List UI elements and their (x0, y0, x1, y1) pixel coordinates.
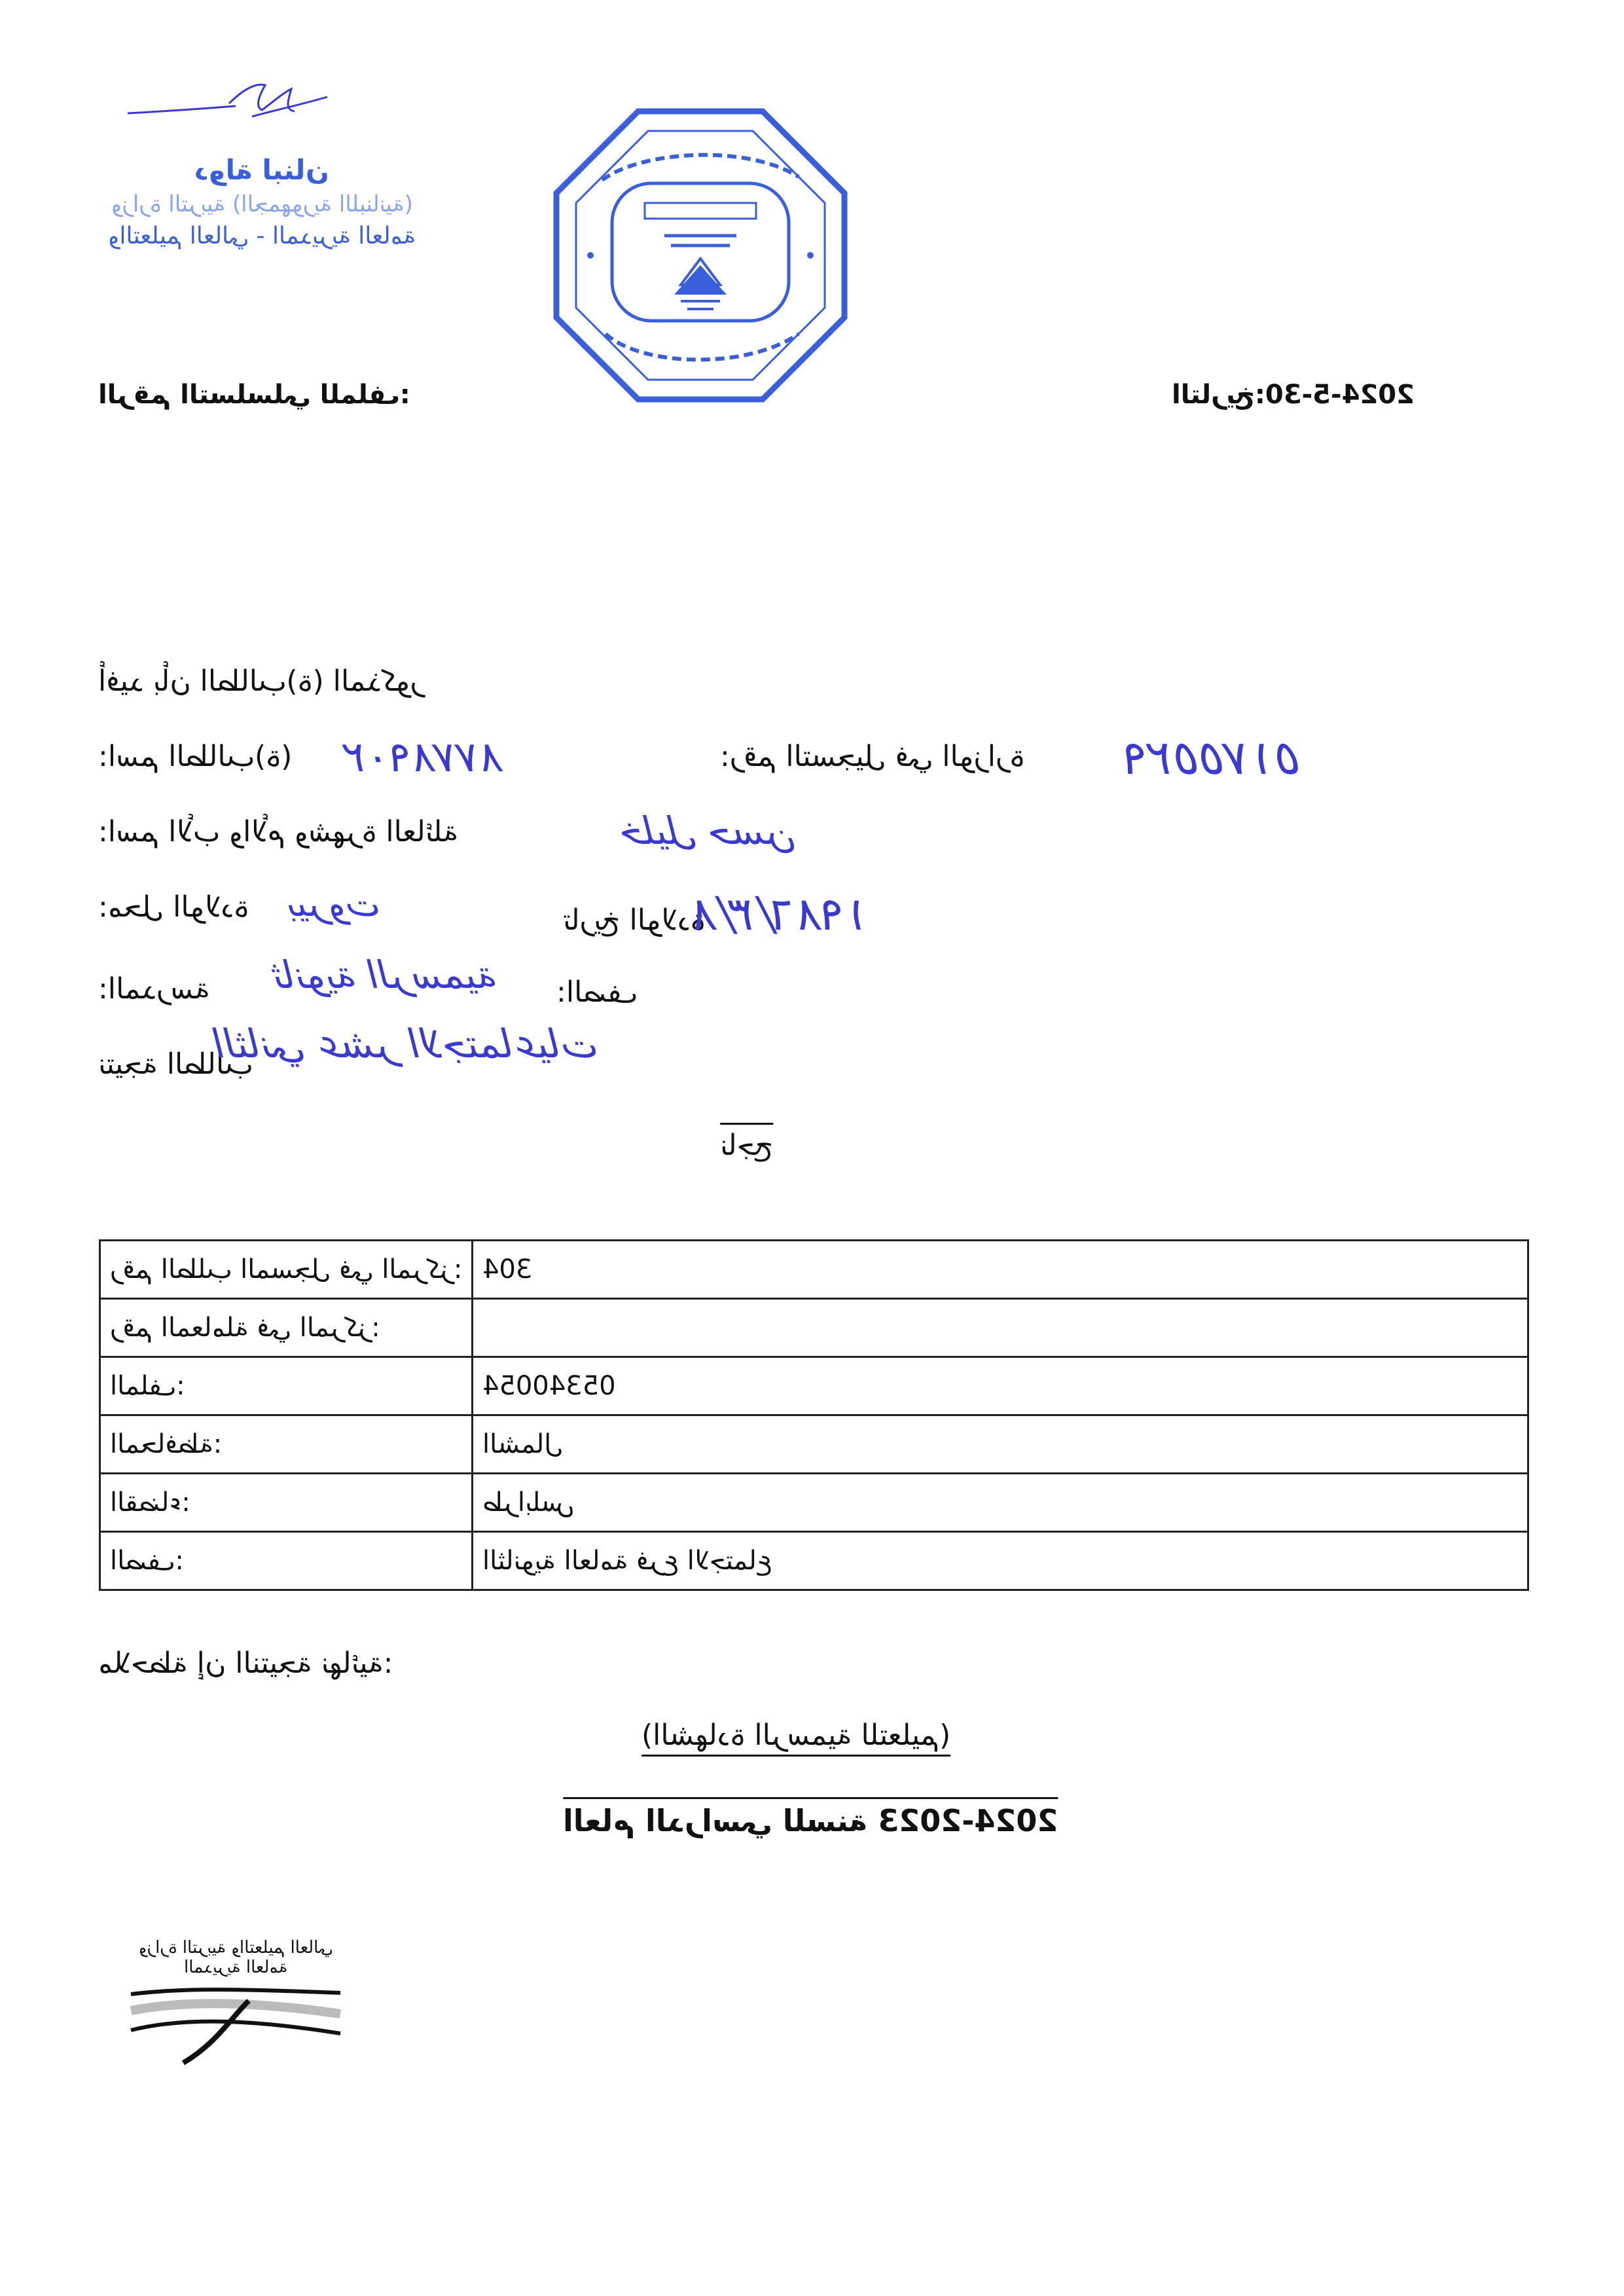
table-label: :ﺍﻟﺼﻒ (110, 1546, 184, 1576)
label-grade (556, 975, 638, 1009)
document-date (1172, 380, 1415, 410)
label-name (98, 740, 292, 773)
hand-reg-left (347, 733, 505, 782)
label-reg-right-text: ﺭﻗﻢ ﺍﻟﺘﺴﺠﻴﻞ ﻓﻲ ﺍﻟﻮﺯﺍﺭﺓ: (720, 740, 1025, 773)
table-row (100, 1415, 1528, 1474)
label-place (98, 890, 249, 924)
table-value: 05340054 (482, 1371, 616, 1401)
table-label: :ﺭﻗﻢ ﺍﻟﻤﻌﺎﻣﻠﺔ ﻓﻲ ﺍﻟﻤﺮﻛﺰ (110, 1313, 380, 1343)
hand-school-text: ﺛﺎﻧﻮﻳﺔ ﺍﻟﺮﺳﻤﻴﺔ (275, 953, 499, 997)
table-row (100, 1357, 1528, 1415)
hand-father-text: ﺧﻠﻴﻞ ﺣﺴﻦ (622, 809, 797, 853)
footer-year (563, 1797, 1058, 1838)
info-table (99, 1239, 1529, 1591)
table-row (100, 1474, 1528, 1532)
table-value-cell (473, 1357, 1528, 1415)
label-school (98, 972, 210, 1006)
footer-note-text: :ﻣﻼﺣﻈﺔ ﺇﻥ ﺍﻟﻨﺘﻴﺠﺔ ﻧﻬﺎﺋﻴﺔ (98, 1647, 393, 1680)
file-reference-text: :ﺍﻟﺮﻗﻢ ﺍﻟﺘﺴﻠﺴﻠﻲ ﻟﻠﻤﻠﻒ (98, 380, 410, 410)
table-label: :ﺍﻟﻘﻀﺎﺀ (110, 1487, 190, 1518)
logo-mark (118, 1981, 353, 2073)
table-label-cell (100, 1299, 473, 1357)
table-value: ﻃﺮﺍﺑﻠﺲ (482, 1487, 575, 1518)
footer-subtitle (641, 1719, 950, 1757)
table-value: ﺍﻟﺜﺎﻧﻮﻳﺔ ﺍﻟﻌﺎﻣﺔ ﻓﺮﻉ ﺍﻻﺟﺘﻤﺎﻉ (482, 1546, 773, 1576)
table-label: :ﺍﻟﻤﻠﻒ (110, 1371, 185, 1401)
hand-name-right (1126, 730, 1303, 785)
table-value: ﺍﻟﺸﻤﺎﻝ (482, 1429, 564, 1459)
hand-school (275, 953, 499, 997)
hand-place (288, 883, 382, 925)
table-value: 304 (482, 1254, 533, 1285)
label-result-text: ﻧﺘﻴﺠﺔ ﺍﻟﻄﺎﻟﺐ (98, 1048, 253, 1081)
result-heading-text: ﻧﺎﺟﺢ (720, 1123, 773, 1162)
hand-dob (694, 887, 873, 941)
label-place-text: ﻣﺤﻞ ﺍﻟﻮﻻﺩﺓ: (98, 890, 249, 924)
table-value-cell (473, 1474, 1528, 1532)
table-label: :ﺭﻗﻢ ﺍﻟﻄﻠﺐ ﺍﻟﻤﺴﺠﻞ ﻓﻲ ﺍﻟﻤﺮﻛﺰ (110, 1254, 463, 1285)
table-value-cell (473, 1532, 1528, 1590)
table-value-cell (473, 1241, 1528, 1299)
label-name-text: ﺍﺳﻢ ﺍﻟﻄﺎﻟﺐ(ﺓ): (98, 740, 293, 773)
ministry-logo (111, 1938, 360, 2073)
signature-scribble (124, 77, 334, 136)
hand-place-text: ﺑﻴﺮﻭﺕ (288, 883, 382, 925)
logo-text-2: ﺍﻟﻤﺪﻳﺮﻳﺔ ﺍﻟﻌﺎﻣﺔ (183, 1958, 288, 1977)
table-label-cell (100, 1241, 473, 1299)
footer-note (98, 1647, 393, 1680)
table-row (100, 1532, 1528, 1590)
table-value-cell (473, 1415, 1528, 1474)
label-dob-text: ﺗﺎﺭﻳﺦ ﺍﻟﻮﻻﺩﺓ (563, 903, 706, 937)
table-label: :ﺍﻟﻤﺤﺎﻓﻈﺔ (110, 1429, 223, 1459)
label-father (98, 815, 458, 848)
form-intro-text: ﺃﻓﻴﺪ ﺑﺄﻥ ﺍﻟﻄﺎﻟﺐ(ﺓ) ﺍﻟﻤﺬﻛﻮﺭ (98, 665, 424, 698)
label-reg-right (720, 740, 1024, 773)
label-school-text: ﺍﻟﻤﺪﺭﺳﺔ: (98, 972, 210, 1006)
logo-text-1: ﻭﺯﺍﺭﺓ ﺍﻟﺘﺮﺑﻴﺔ ﻭﺍﻟﺘﻌﻠﻴﻢ ﺍﻟﻌﺎﻟﻲ (138, 1938, 333, 1958)
header-line-1: ﺩﻭﻟﺔ ﻟﺒﻨﺎﻥ (194, 154, 329, 186)
hand-dob-text: ١٩٨٦/٣/٨ (694, 887, 873, 941)
hand-grade-text: ﺍﻟﺜﺎﻧﻲ ﻋﺸﺮ ﺍﻻﺟﺘﻤﺎﻋﻴﺎﺕ (216, 1021, 600, 1067)
hand-reg-left-text: ٨٧٧٨٩٠٢ (347, 733, 505, 782)
label-dob (563, 903, 706, 937)
label-grade-text: ﺍﻟﺼﻒ: (556, 975, 638, 1009)
file-reference (98, 380, 410, 410)
header-line-3: ﻭﺍﻟﺘﻌﻠﻴﻢ ﺍﻟﻌﺎﻟﻲ - ﺍﻟﻤﺪﻳﺮﻳﺔ ﺍﻟﻌﺎﻣﺔ (107, 223, 416, 249)
table-label-cell (100, 1532, 473, 1590)
result-heading (720, 1123, 773, 1162)
table-label-cell (100, 1357, 473, 1415)
header-line-2: (ﺍﻟﺠﻤﻬﻮﺭﻳﺔ ﺍﻟﻠﺒﻨﺎﻧﻴﺔ) ﻭﺯﺍﺭﺓ ﺍﻟﺘﺮﺑﻴﺔ (111, 191, 413, 217)
footer-year-text: 2024-2023 ﺍﻟﻌﺎﻡ ﺍﻟﺪﺭﺍﺳﻲ ﻟﻠﺴﻨﺔ (563, 1797, 1058, 1838)
official-stamp (550, 105, 851, 406)
form-intro (98, 665, 424, 698)
table-label-cell (100, 1415, 473, 1474)
table-row (100, 1299, 1528, 1357)
header-left-block (79, 154, 445, 249)
table-value-cell (473, 1299, 1528, 1357)
document-date-text: 2024-5-30:ﺍﻟﺘﺎﺭﻳﺦ (1172, 380, 1415, 410)
table-label-cell (100, 1474, 473, 1532)
hand-name-right-text: ٥١٧٥٥٢٩ (1126, 730, 1303, 785)
hand-father (622, 809, 797, 853)
label-father-text: ﺍﺳﻢ ﺍﻷﺏ ﻭﺍﻷﻡ ﻭﺷﻬﺮﺓ ﺍﻟﻌﺎﺋﻠﺔ: (98, 815, 459, 848)
table-row (100, 1241, 1528, 1299)
footer-subtitle-text: (ﺍﻟﺸﻬﺎﺩﺓ ﺍﻟﺮﺳﻤﻴﺔ ﻟﻠﺘﻌﻠﻴﻢ) (641, 1719, 950, 1757)
hand-grade (216, 1021, 600, 1067)
